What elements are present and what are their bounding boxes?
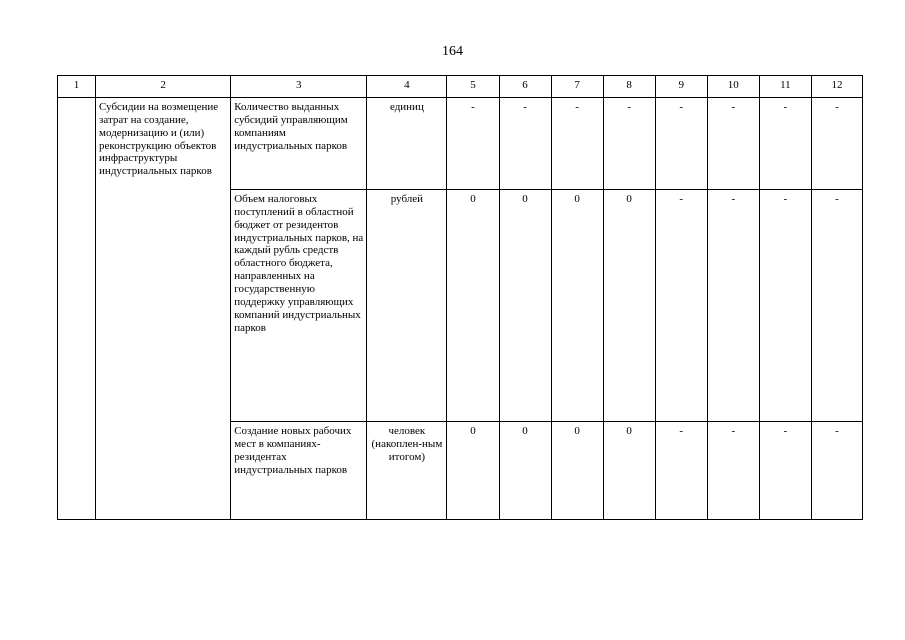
value-cell: -	[551, 98, 603, 190]
header-cell: 2	[96, 76, 231, 98]
value-cell: 0	[551, 422, 603, 520]
value-cell: -	[707, 98, 759, 190]
header-cell: 11	[759, 76, 811, 98]
value-cell: -	[447, 98, 499, 190]
value-cell: -	[759, 422, 811, 520]
value-cell: -	[759, 190, 811, 422]
indicator-cell: Количество выданных субсидий управляющим компаниям индустриальных парков	[231, 98, 367, 190]
value-cell: -	[655, 190, 707, 422]
indicators-table	[57, 75, 863, 520]
header-cell: 8	[603, 76, 655, 98]
value-cell: -	[811, 98, 862, 190]
value-cell: -	[707, 190, 759, 422]
header-cell: 7	[551, 76, 603, 98]
unit-cell: рублей	[367, 190, 447, 422]
value-cell: -	[811, 422, 862, 520]
header-cell: 12	[811, 76, 862, 98]
value-cell: 0	[603, 190, 655, 422]
measure-name-cell: Субсидии на возмещение затрат на создание, модернизацию и (или) реконструкцию объектов инфраструктуры индустриальных парков	[96, 98, 231, 520]
header-cell: 3	[231, 76, 367, 98]
page-number: 164	[442, 44, 463, 59]
value-cell: -	[603, 98, 655, 190]
header-cell: 9	[655, 76, 707, 98]
header-cell: 6	[499, 76, 551, 98]
header-cell: 10	[707, 76, 759, 98]
value-cell: -	[759, 98, 811, 190]
header-row	[58, 76, 863, 98]
indicator-cell: Создание новых рабочих мест в компаниях-резидентах индустриальных парков	[231, 422, 367, 520]
indicator-cell: Объем налоговых поступлений в областной бюджет от резидентов индустриальных парков, на каждый рубль средств областного бюджета, направленных на государственную поддержку управляющих компаний индустриальных парков	[231, 190, 367, 422]
unit-cell: человек (накоплен-ным итогом)	[367, 422, 447, 520]
value-cell: 0	[447, 190, 499, 422]
row-number-cell	[58, 98, 96, 520]
value-cell: 0	[447, 422, 499, 520]
value-cell: -	[499, 98, 551, 190]
value-cell: -	[707, 422, 759, 520]
unit-cell: единиц	[367, 98, 447, 190]
value-cell: -	[811, 190, 862, 422]
header-cell: 5	[447, 76, 499, 98]
table-row	[58, 98, 863, 190]
header-cell: 4	[367, 76, 447, 98]
value-cell: -	[655, 422, 707, 520]
header-cell: 1	[58, 76, 96, 98]
value-cell: 0	[603, 422, 655, 520]
value-cell: 0	[499, 422, 551, 520]
value-cell: 0	[551, 190, 603, 422]
value-cell: 0	[499, 190, 551, 422]
value-cell: -	[655, 98, 707, 190]
